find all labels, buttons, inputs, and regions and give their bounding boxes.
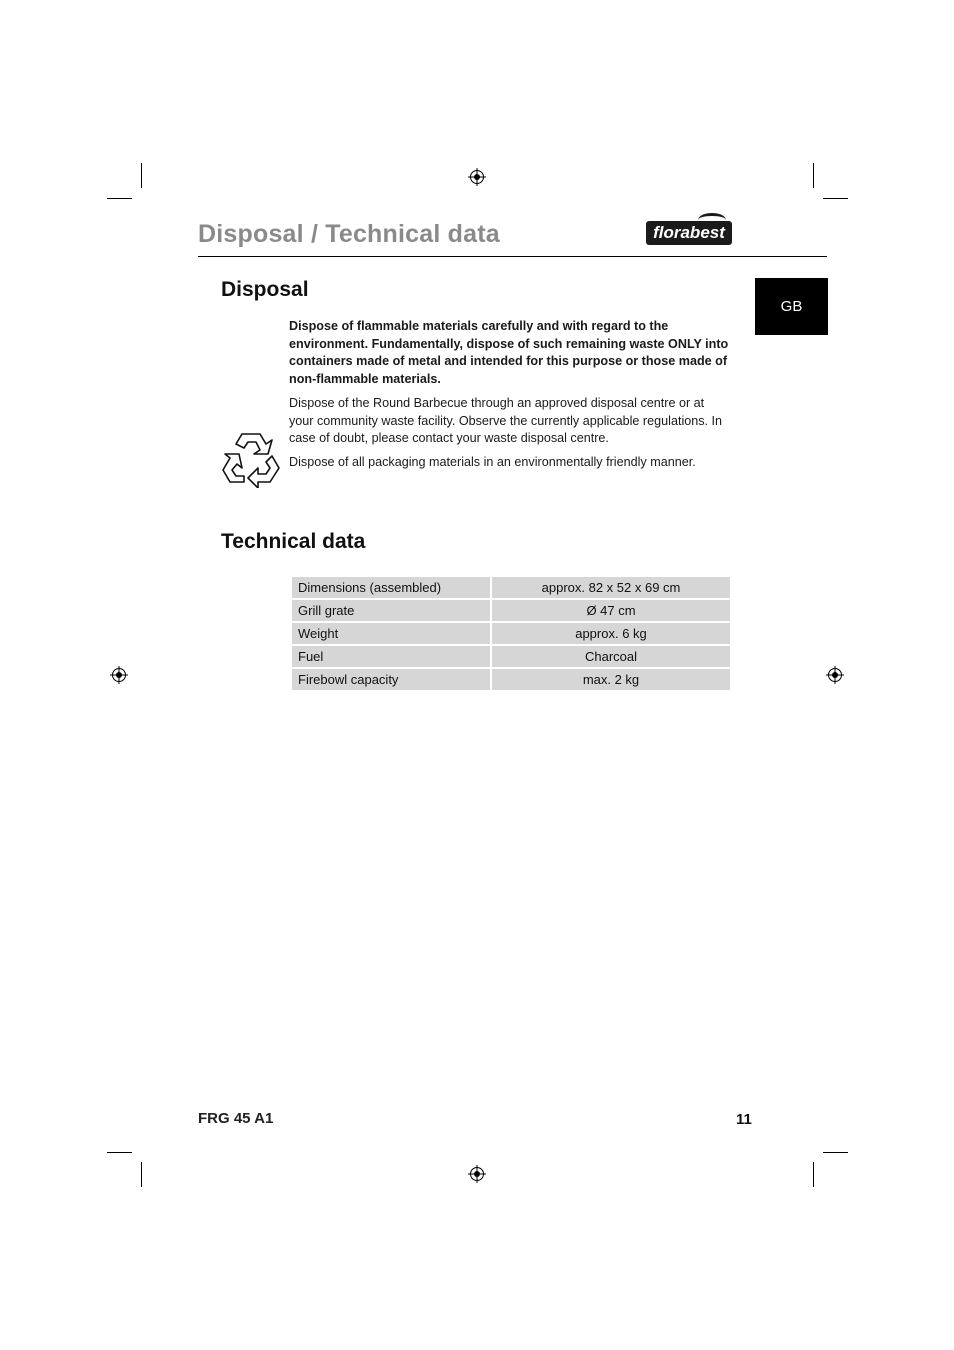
table-row: [292, 646, 730, 667]
packaging-paragraph: Dispose of all packaging materials in an environmentally friendly manner.: [289, 455, 696, 469]
technical-data-table: [290, 575, 732, 692]
spec-value: approx. 82 x 52 x 69 cm: [492, 577, 730, 598]
registration-mark-icon: [826, 666, 844, 684]
brand-logo: [646, 213, 734, 247]
spec-label: Weight: [292, 623, 490, 644]
disposal-heading: Disposal: [221, 278, 309, 301]
spec-label: Grill grate: [292, 600, 490, 621]
brand-name: florabest: [646, 221, 732, 245]
crop-mark: [141, 163, 142, 188]
crop-mark: [813, 163, 814, 188]
crop-mark: [823, 1152, 848, 1153]
technical-data-heading: Technical data: [221, 530, 366, 553]
disposal-warning: Dispose of flammable materials carefully and with regard to the environment. Fundamentally, dispose of such remaining waste ONLY into containers made of metal and intended for this purpose or those made of non-flammable materials.: [289, 319, 729, 386]
table-row: [292, 600, 730, 621]
title-divider: [198, 256, 827, 257]
registration-mark-icon: [110, 666, 128, 684]
crop-mark: [107, 1152, 132, 1153]
crop-mark: [141, 1162, 142, 1187]
crop-mark: [823, 198, 848, 199]
crop-mark: [107, 198, 132, 199]
model-number: FRG 45 A1: [198, 1110, 274, 1127]
disposal-paragraph: Dispose of the Round Barbecue through an approved disposal centre or at your community waste facility. Observe the currently applicable regulations. In case of doubt, please contact your waste disposal centre.: [289, 396, 723, 445]
registration-mark-icon: [468, 1165, 486, 1183]
spec-label: Fuel: [292, 646, 490, 667]
spec-value: max. 2 kg: [492, 669, 730, 690]
spec-value: Charcoal: [492, 646, 730, 667]
table-row: [292, 577, 730, 598]
spec-value: approx. 6 kg: [492, 623, 730, 644]
language-tab: GB: [755, 278, 828, 335]
page-title: Disposal / Technical data: [198, 220, 500, 248]
crop-mark: [813, 1162, 814, 1187]
spec-label: Firebowl capacity: [292, 669, 490, 690]
spec-value: Ø 47 cm: [492, 600, 730, 621]
spec-label: Dimensions (assembled): [292, 577, 490, 598]
registration-mark-icon: [468, 168, 486, 186]
page-number: 11: [736, 1111, 752, 1128]
recycle-icon: [222, 432, 280, 488]
table-row: [292, 623, 730, 644]
table-row: [292, 669, 730, 690]
